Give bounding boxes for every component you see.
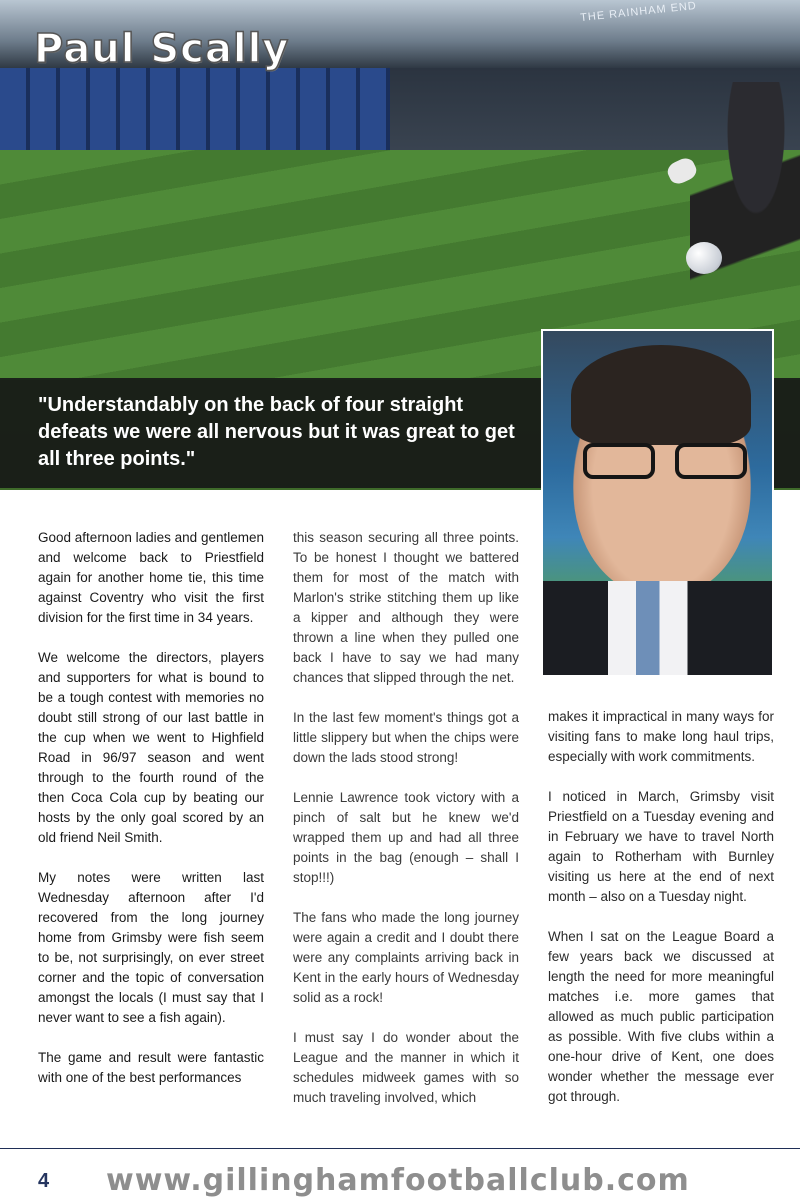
paragraph: In the last few moment's things got a little slippery but when the chips were down the lads stood strong! [293,710,519,765]
stand-seats-left [0,68,390,160]
football-icon [686,242,722,274]
footer-website-url[interactable]: www.gillinghamfootballclub.com [106,1163,690,1198]
paragraph: Good afternoon ladies and gentlemen and welcome back to Priestfield again for another home tie, this time against Coventry who visit the first division for the first time in 34 years. [38,530,264,625]
paragraph: this season securing all three points. To be honest I thought we battered them for most of the match with Marlon's strike stitching them up like a kipper and although they were thrown a line when they pulled one back I have to say we had many chances that slipped through the net. [293,530,519,685]
paragraph: I must say I do wonder about the League and the manner in which it schedules midweek games with so much traveling involved, which [293,1030,519,1105]
article-column-3 [548,707,774,1127]
pull-quote: "Understandably on the back of four straight defeats we were all nervous but it was great to get all three points." [38,394,515,470]
article-column-2 [293,528,519,1128]
paragraph: I noticed in March, Grimsby visit Priestfield on a Tuesday evening and in February we have to travel North again to Rotherham with Burnley visiting us here at the end of next month – also on a Tuesday night. [548,789,774,904]
paragraph: The game and result were fantastic with one of the best performances [38,1050,264,1085]
paragraph: Lennie Lawrence took victory with a pinch of salt but he knew we'd wrapped them up and had all three points in the bag (enough – shall I stop!!!) [293,790,519,885]
portrait-hair [571,345,751,445]
footer-divider [0,1148,800,1149]
paragraph: makes it impractical in many ways for visiting fans to make long haul trips, especially with work commitments. [548,709,774,764]
portrait-suit [543,581,774,677]
goalkeeper-figure [690,82,800,322]
page-number: 4 [38,1170,50,1192]
portrait-photo [541,329,774,677]
paragraph: The fans who made the long journey were again a credit and I doubt there were any complaints arriving back in Kent in the early hours of Wednesday solid as a rock! [293,910,519,1005]
stand-sign: THE RAINHAM END [579,0,698,25]
article-column-1 [38,528,264,1108]
glasses-icon [583,443,751,483]
paragraph: We welcome the directors, players and supporters for what is bound to be a tough contest with memories no doubt still strong of our last battle in the cup when we went to Highfield Road in 96/97 season and went through to the fourth round of the then Coca Cola cup by beating our hosts by the only goal scored by an old friend Neil Smith. [38,650,264,845]
page-title: Paul Scally [34,26,290,72]
paragraph: My notes were written last Wednesday afternoon after I'd recovered from the long journey home from Grimsby were fish seem to be, not surprisingly, on ever street corner and the topic of conversation amongst the locals (I must say that I never want to see a fish again). [38,870,264,1025]
paragraph: When I sat on the League Board a few years back we discussed at length the need for more meaningful matches i.e. more games that allowed as much public participation as possible. With five clubs within a one-hour drive of Kent, one does wonder whether the message ever got through. [548,929,774,1104]
